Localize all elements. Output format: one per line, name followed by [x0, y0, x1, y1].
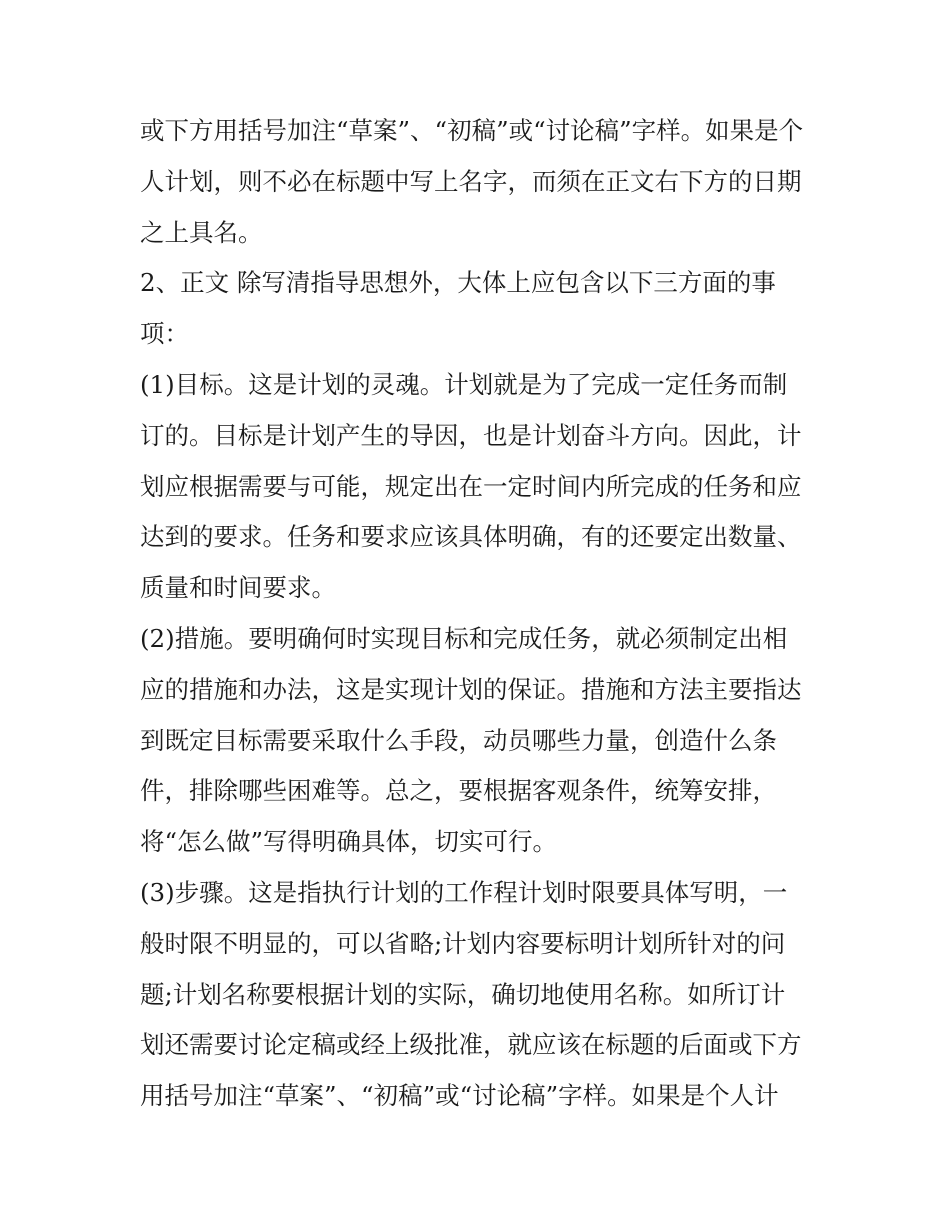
text-line: 到既定目标需要采取什么手段，动员哪些力量，创造什么条 [140, 725, 777, 755]
text-line: 将“怎么做”写得明确具体，切实可行。 [140, 827, 558, 857]
text-line: 用括号加注“草案”、“初稿”或“讨论稿”字样。如果是个人计 [140, 1081, 779, 1111]
text-line: 订的。目标是计划产生的导因，也是计划奋斗方向。因此，计 [140, 420, 802, 450]
text-line: 人计划，则不必在标题中写上名字，而须在正文右下方的日期 [140, 166, 802, 196]
text-line: 之上具名。 [140, 217, 263, 247]
text-line: 件，排除哪些困难等。总之，要根据客观条件，统筹安排， [140, 776, 777, 806]
text-line: (1)目标。这是计划的灵魂。计划就是为了完成一定任务而制 [140, 369, 788, 399]
text-line: 达到的要求。任务和要求应该具体明确，有的还要定出数量、 [140, 522, 802, 552]
text-line: 划还需要讨论定稿或经上级批准，就应该在标题的后面或下方 [140, 1030, 802, 1060]
text-line: 或下方用括号加注“草案”、“初稿”或“讨论稿”字样。如果是个 [140, 116, 804, 145]
text-line: (2)措施。要明确何时实现目标和完成任务，就必须制定出相 [140, 623, 788, 653]
text-line: 项： [140, 319, 189, 349]
text-line: (3)步骤。这是指执行计划的工作程计划时限要具体写明，一 [140, 877, 788, 907]
text-line: 质量和时间要求。 [140, 573, 336, 603]
text-line: 2、正文 除写清指导思想外，大体上应包含以下三方面的事 [140, 268, 776, 298]
text-line: 题;计划名称要根据计划的实际，确切地使用名称。如所订计 [140, 979, 786, 1009]
document-body [140, 106, 820, 1122]
text-line: 划应根据需要与可能，规定出在一定时间内所完成的任务和应 [140, 471, 802, 501]
text-line: 般时限不明显的，可以省略;计划内容要标明计划所针对的问 [140, 928, 786, 958]
text-line: 应的措施和办法，这是实现计划的保证。措施和方法主要指达 [140, 674, 802, 704]
